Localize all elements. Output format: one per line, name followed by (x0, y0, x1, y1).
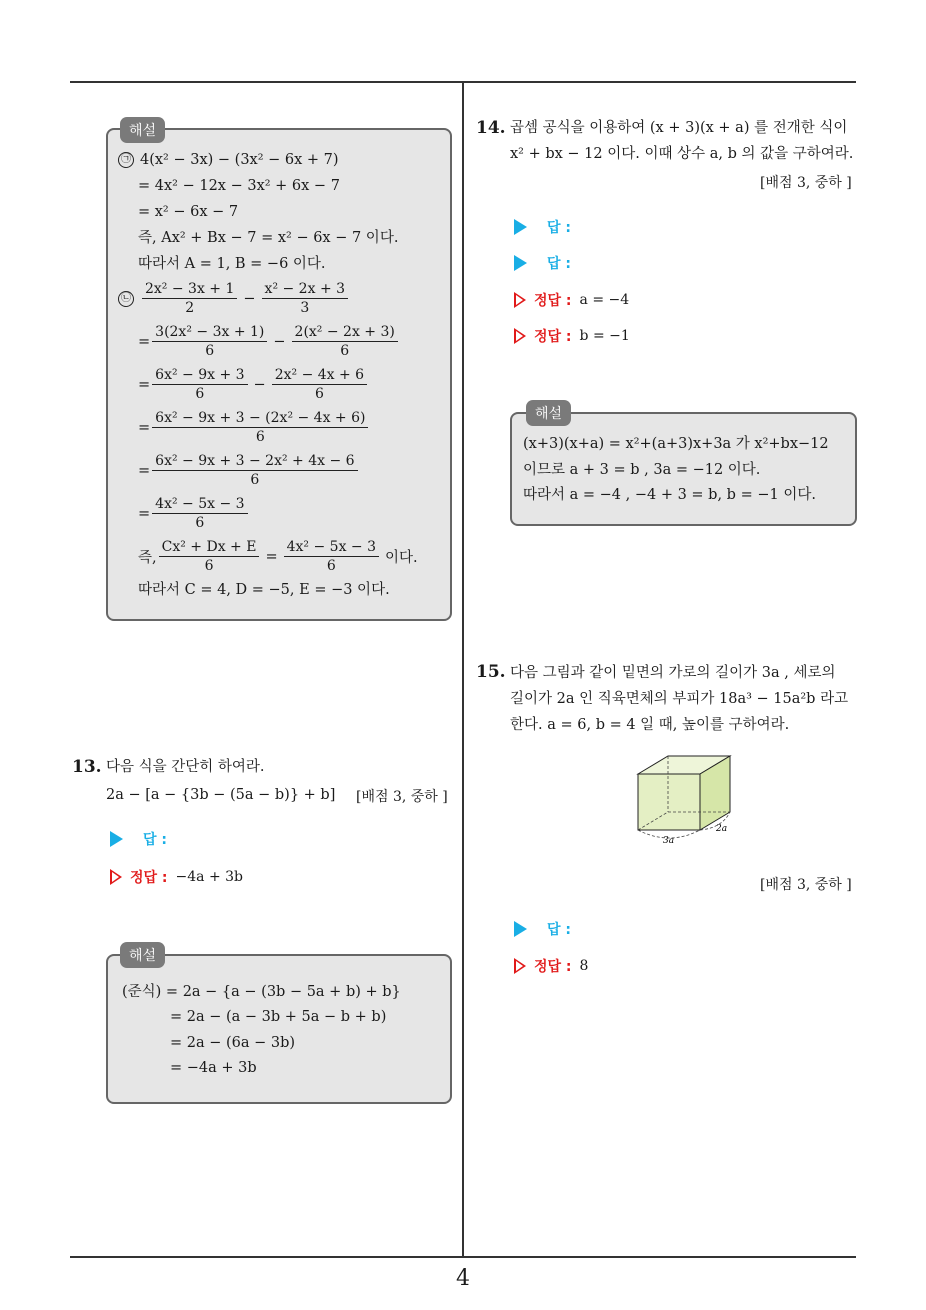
circled-mark: ㉠ (118, 152, 134, 168)
play-arrow-icon (514, 255, 527, 271)
page-number: 4 (456, 1266, 470, 1291)
solution-line: 즉, Ax² + Bx − 7 = x² − 6x − 7 이다. (138, 230, 399, 246)
correct-value: −4a + 3b (175, 869, 244, 885)
solution-line: 따라서 a = −4 , −4 + 3 = b, b = −1 이다. (523, 487, 816, 503)
figure-label-depth: 2a (716, 824, 728, 834)
solution-line: 이므로 a + 3 = b , 3a = −12 이다. (523, 462, 761, 478)
correct-label: 정답 : (534, 293, 572, 309)
answer-label: 답 : (143, 832, 167, 848)
solution-box-13 (106, 954, 452, 1104)
correct-value: a = −4 (579, 292, 630, 308)
correct-answer-row (514, 290, 629, 310)
correct-answer-row (514, 326, 630, 346)
question-15-text: 길이가 2a 인 직육면체의 부피가 18a³ − 15a²b 라고 (510, 691, 849, 707)
question-14-meta: [배점 3, 중하 ] (760, 175, 852, 191)
answer-input-row[interactable] (514, 253, 571, 273)
outline-arrow-icon (514, 958, 526, 974)
solution-tab: 해설 (120, 117, 165, 143)
answer-label: 답 : (547, 256, 571, 272)
question-15-meta: [배점 3, 중하 ] (760, 877, 852, 893)
solution-fraction-line: = $\frac{\text{6x² − 9x + 3 − 2x² + 4x − 6}}{6}$ (138, 452, 360, 489)
solution-line: = 2a − (6a − 3b) (170, 1035, 296, 1051)
solution-fraction-line: = $\frac{\text{3(2x² − 3x + 1)}}{6}$ − $\frac{\text{2(x² − 2x + 3)}}{6}$ (138, 323, 400, 360)
question-13-meta: [배점 3, 중하 ] (356, 789, 448, 805)
correct-label: 정답 : (534, 959, 572, 975)
correct-value: b = −1 (579, 328, 630, 344)
question-15-number: 15. (476, 662, 506, 682)
solution-tab: 해설 (120, 942, 165, 968)
question-14-number: 14. (476, 118, 506, 138)
column-divider (462, 83, 464, 1258)
play-arrow-icon (514, 219, 527, 235)
solution-line: = −4a + 3b (170, 1060, 257, 1076)
solution-line: 따라서 A = 1, B = −6 이다. (138, 256, 326, 272)
solution-tab: 해설 (526, 400, 571, 426)
figure-label-width: 3a (663, 836, 675, 846)
question-14-text: x² + bx − 12 이다. 이때 상수 a, b 의 값을 구하여라. (510, 146, 854, 162)
answer-label: 답 : (547, 922, 571, 938)
solution-fraction-line: = $\frac{\text{6x² − 9x + 3}}{6}$ − $\frac{\text{2x² − 4x + 6}}{6}$ (138, 366, 369, 403)
solution-fraction-line: = $\frac{\text{4x² − 5x − 3}}{6}$ (138, 495, 250, 532)
answer-input-row[interactable] (514, 217, 571, 237)
answer-input-row[interactable] (110, 829, 167, 849)
correct-answer-row (514, 956, 588, 976)
solution-line: = 4x² − 12x − 3x² + 6x − 7 (138, 178, 340, 194)
question-13-number: 13. (72, 757, 102, 777)
correct-label: 정답 : (534, 329, 572, 345)
correct-label: 정답 : (130, 870, 168, 886)
cuboid-figure (630, 752, 760, 852)
solution-line: ㉠ 4(x² − 3x) − (3x² − 6x + 7) (118, 150, 339, 170)
solution-line: = 2a − (a − 3b + 5a − b + b) (170, 1009, 387, 1025)
solution-line: (준식) = 2a − {a − (3b − 5a + b) + b} (122, 984, 401, 1000)
question-15-text: 한다. a = 6, b = 4 일 때, 높이를 구하여라. (510, 717, 790, 733)
correct-value: 8 (579, 958, 589, 974)
question-15-text: 다음 그림과 같이 밑면의 가로의 길이가 3a , 세로의 (510, 665, 836, 681)
question-13-text: 다음 식을 간단히 하여라. (106, 759, 265, 775)
outline-arrow-icon (110, 869, 122, 885)
answer-label: 답 : (547, 220, 571, 236)
play-arrow-icon (110, 831, 123, 847)
solution-fraction-line: ㉡ $\frac{\text{2x² − 3x + 1}}{2}$ − $\frac{\text{x² − 2x + 3}}{3}$ (118, 280, 350, 317)
solution-line: (x+3)(x+a) = x²+(a+3)x+3a 가 x²+bx−12 (523, 436, 829, 452)
bottom-rule (70, 1256, 856, 1258)
circled-mark: ㉡ (118, 291, 134, 307)
correct-answer-row (110, 867, 243, 887)
outline-arrow-icon (514, 328, 526, 344)
solution-fraction-line: = $\frac{\text{6x² − 9x + 3 − (2x² − 4x + 6)}}{6}$ (138, 409, 370, 446)
solution-line: 따라서 C = 4, D = −5, E = −3 이다. (138, 582, 390, 598)
question-14-text: 곱셈 공식을 이용하여 (x + 3)(x + a) 를 전개한 식이 (510, 120, 848, 136)
question-13-expression: 2a − [a − {3b − (5a − b)} + b] (106, 787, 336, 803)
solution-fraction-line: 즉, $\frac{\text{Cx² + Dx + E}}{6}$ = $\frac{\text{4x² − 5x − 3}}{6}$ 이다. (138, 539, 418, 574)
solution-line: = x² − 6x − 7 (138, 204, 239, 220)
answer-input-row[interactable] (514, 919, 571, 939)
outline-arrow-icon (514, 292, 526, 308)
play-arrow-icon (514, 921, 527, 937)
